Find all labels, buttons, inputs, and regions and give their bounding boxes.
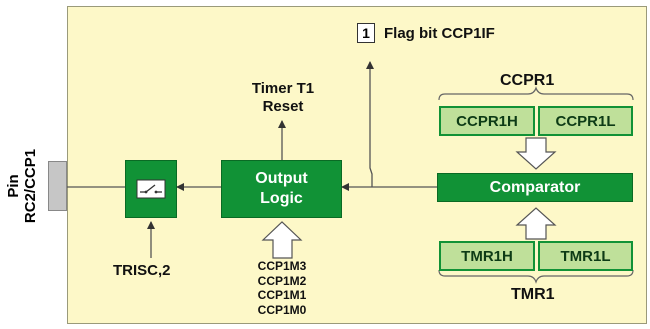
up-arrow-icon <box>517 208 555 239</box>
up-arrow-icon <box>263 222 301 258</box>
comparator-block: Comparator <box>437 173 633 202</box>
output-logic-block: Output Logic <box>221 160 342 218</box>
pin-label: Pin RC2/CCP1 <box>5 148 39 224</box>
flag-bit-label: Flag bit CCP1IF <box>384 25 495 42</box>
ccpr1h-register: CCPR1H <box>439 106 535 136</box>
ccpr1-title: CCPR1 <box>500 72 555 89</box>
mode-bit-label: CCP1M2 <box>257 273 307 288</box>
mode-bit-label: CCP1M0 <box>257 302 307 317</box>
flag-number-box: 1 <box>357 23 375 43</box>
switch-icon <box>136 179 166 199</box>
tmr1h-register: TMR1H <box>439 241 535 271</box>
ccpr1l-register: CCPR1L <box>538 106 633 136</box>
down-arrow-icon <box>517 138 555 169</box>
tmr1l-register: TMR1L <box>538 241 633 271</box>
tmr1-title: TMR1 <box>511 286 555 303</box>
tristate-switch-box <box>125 160 177 218</box>
mode-bit-label: CCP1M3 <box>257 259 307 273</box>
mode-bit-label: CCP1M1 <box>257 288 307 302</box>
ccp-mode-bits <box>246 259 318 317</box>
trisc-label: TRISC,2 <box>113 262 171 279</box>
timer-reset-label: Timer T1 Reset <box>251 80 315 115</box>
